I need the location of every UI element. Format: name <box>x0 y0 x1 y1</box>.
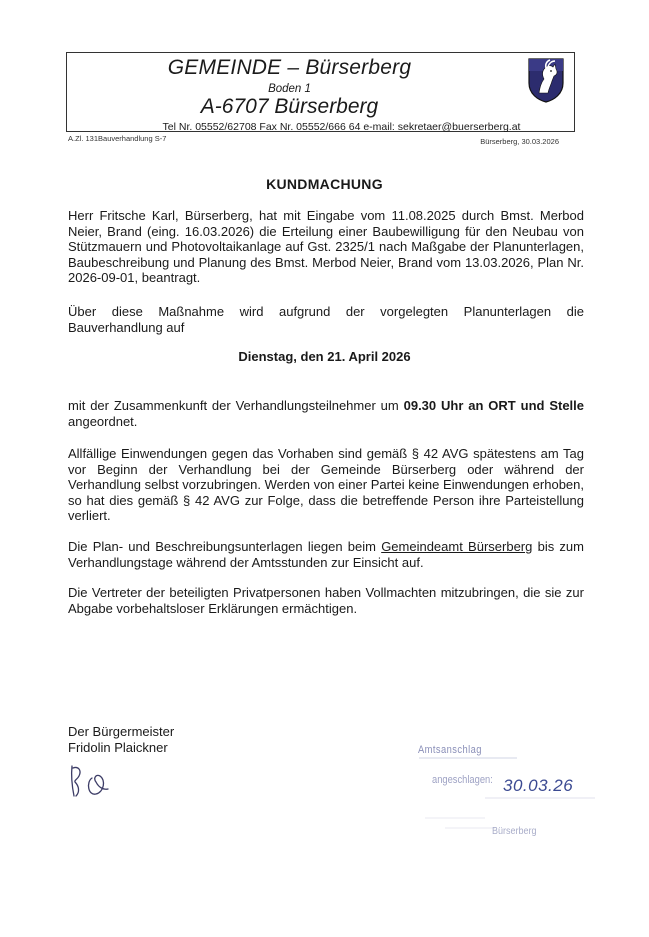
stamp-municipality: Bürserberg <box>492 826 537 837</box>
place-date: Bürserberg, 30.03.2026 <box>480 137 559 146</box>
stamp-posted-label: angeschlagen: <box>432 774 493 786</box>
contact-line: Tel Nr. 05552/62708 Fax Nr. 05552/666 64 e-mail: sekretaer@buerserberg.at <box>162 121 521 133</box>
application-paragraph: Herr Fritsche Karl, Bürserberg, hat mit Eingabe vom 11.08.2025 durch Bmst. Merbod Neier, Brand (eing. 16.03.2026) die Erteilung einer Baubewilligung für den Neubau von Stützmauern und Photovoltaikanlage auf Gst. 2325/1 nach Maßgabe der Planunterlagen, Baubeschreibung und Planung des Bmst. Merbod Neier, Brand vom 13.03.2026, Plan Nr. 2026-09-01, beantragt. <box>68 208 584 285</box>
hearing-date: Dienstag, den 21. April 2026 <box>238 349 411 364</box>
handwritten-signature <box>66 756 130 804</box>
meeting-text-start: mit der Zusammenkunft der Verhandlungsteilnehmer um <box>68 398 404 413</box>
meeting-time-place: 09.30 Uhr an ORT und Stelle <box>403 398 584 413</box>
signatory-title: Der Bürgermeister <box>68 724 175 739</box>
stamp-posted-date: 30.03.26 <box>503 776 574 795</box>
document-heading: KUNDMACHUNG <box>266 176 383 192</box>
hearing-intro-paragraph: Über diese Maßnahme wird aufgrund der vorgelegten Planunterlagen die Bauverhandlung auf <box>68 304 584 335</box>
meeting-text-end: angeordnet. <box>68 413 138 429</box>
documents-text-start: Die Plan- und Beschreibungsunterlagen liegen beim <box>68 539 382 554</box>
signatory-name: Fridolin Plaickner <box>68 740 168 755</box>
documents-text-end: bis zum Verhandlungstage während der Amtsstunden zur Einsicht auf. <box>68 539 584 570</box>
objections-paragraph: Allfällige Einwendungen gegen das Vorhaben sind gemäß § 42 AVG spätestens am Tag vor Beginn der Verhandlung bei der Gemeinde Bürserberg oder während der Verhandlung selbst vorzubringen. Werden von einer Partei keine Einwendungen erhoben, so hat dies gemäß § 42 AVG zur Folge, dass die betreffende Person ihre Parteistellung verliert. <box>68 446 584 523</box>
street-address: Boden 1 <box>268 83 311 95</box>
postal-city: A-6707 Bürserberg <box>200 95 379 118</box>
goat-crest-icon <box>527 57 565 103</box>
meeting-paragraph <box>68 398 584 429</box>
representatives-paragraph: Die Vertreter der beteiligten Privatpersonen haben Vollmachten mitzubringen, die sie zur Abgabe vorbehaltsloser Erklärungen ermächtigen. <box>68 585 584 616</box>
municipal-office-link: Gemeindeamt Bürserberg <box>381 539 533 554</box>
letterhead <box>66 52 575 132</box>
file-reference: A.Zl. 131Bauverhandlung S-7 <box>68 134 167 143</box>
documents-paragraph <box>68 539 584 570</box>
municipality-title: GEMEINDE – Bürserberg <box>167 56 412 79</box>
stamp-header: Amtsanschlag <box>418 744 482 756</box>
